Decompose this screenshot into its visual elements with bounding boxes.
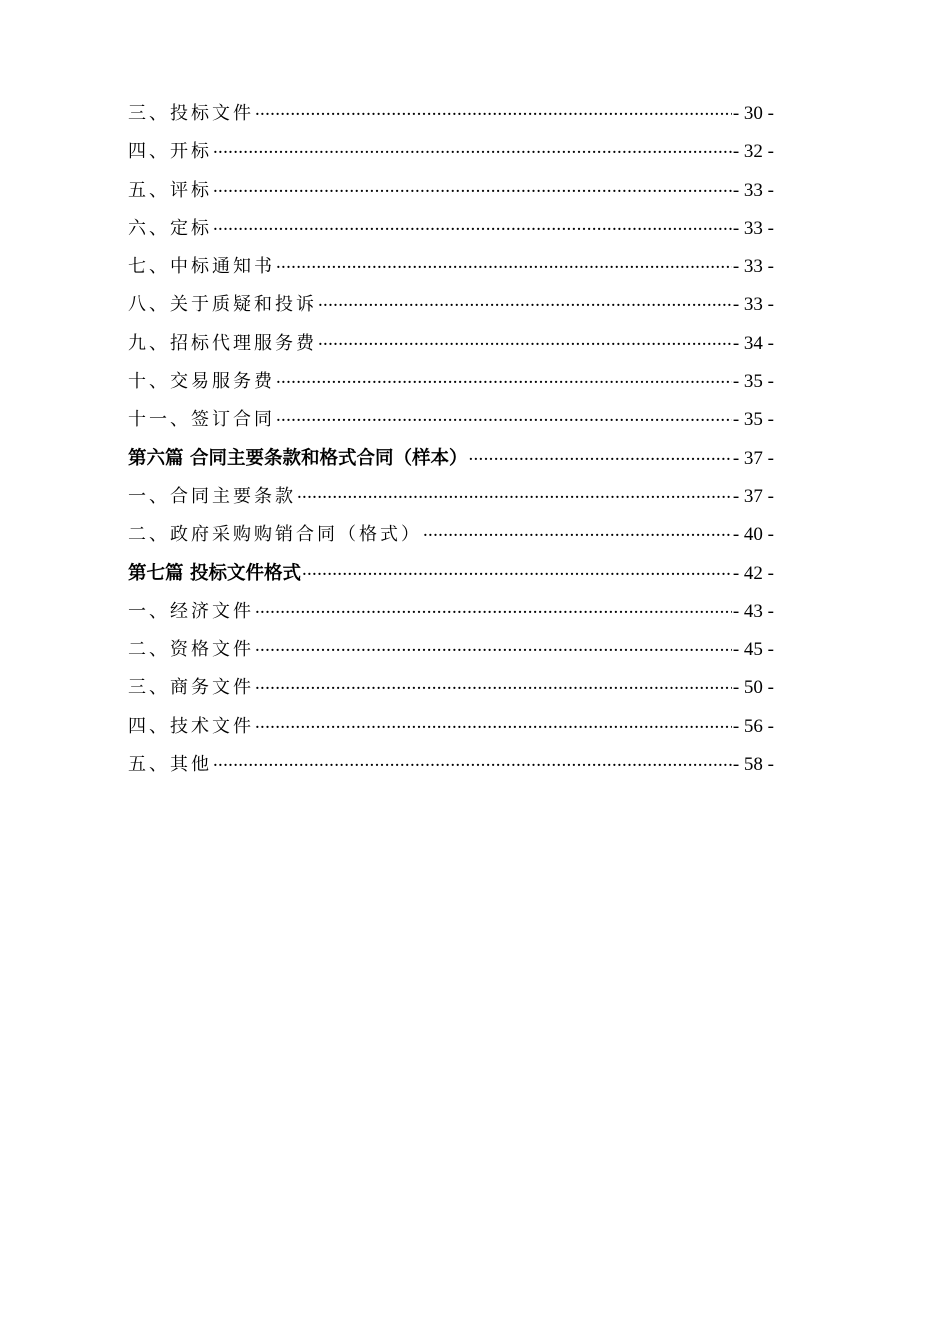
toc-page-number: - 35 -	[732, 409, 774, 431]
toc-entry[interactable]	[128, 669, 774, 707]
toc-page-number: - 35 -	[732, 371, 774, 393]
toc-dot-leader	[276, 368, 732, 387]
toc-dot-leader	[468, 445, 731, 464]
toc-page-number: - 37 -	[732, 447, 774, 469]
toc-page-number: - 33 -	[732, 294, 774, 316]
toc-entry-label: 十、交易服务费	[128, 371, 275, 393]
toc-entry-label: 第六篇 合同主要条款和格式合同（样本）	[128, 447, 468, 469]
toc-entry-label: 一、合同主要条款	[128, 485, 296, 507]
toc-page-number: - 43 -	[732, 600, 774, 622]
toc-dot-leader	[276, 253, 732, 272]
toc-dot-leader	[297, 483, 732, 502]
toc-page-number: - 33 -	[732, 217, 774, 239]
toc-entry[interactable]	[128, 746, 774, 784]
toc-entry-label: 二、政府采购购销合同（格式）	[128, 524, 422, 546]
toc-entry-label: 四、开标	[128, 141, 212, 163]
toc-entry-label: 一、经济文件	[128, 600, 254, 622]
toc-entry[interactable]	[128, 172, 774, 210]
toc-page-number: - 58 -	[732, 754, 774, 776]
toc-entry-label: 九、招标代理服务费	[128, 332, 317, 354]
toc-page-number: - 50 -	[732, 677, 774, 699]
toc-entry-label: 三、商务文件	[128, 677, 254, 699]
toc-section-heading[interactable]	[128, 555, 774, 593]
toc-dot-leader	[318, 330, 732, 349]
toc-entry[interactable]	[128, 286, 774, 324]
toc-dot-leader	[213, 177, 732, 196]
toc-entry-label: 五、其他	[128, 754, 212, 776]
toc-entry-label: 四、技术文件	[128, 715, 254, 737]
toc-entry[interactable]	[128, 210, 774, 248]
toc-page-number: - 34 -	[732, 332, 774, 354]
toc-page-number: - 56 -	[732, 715, 774, 737]
toc-entry[interactable]	[128, 478, 774, 516]
toc-page-number: - 30 -	[732, 103, 774, 124]
toc-entry-label: 第七篇 投标文件格式	[128, 562, 301, 584]
toc-dot-leader	[255, 674, 732, 693]
toc-dot-leader	[318, 291, 732, 310]
toc-dot-leader	[255, 100, 732, 119]
toc-dot-leader	[255, 598, 732, 617]
toc-dot-leader	[213, 215, 732, 234]
toc-entry-label: 八、关于质疑和投诉	[128, 294, 317, 316]
toc-dot-leader	[213, 138, 732, 157]
toc-entry[interactable]	[128, 325, 774, 363]
toc-entry-label: 六、定标	[128, 217, 212, 239]
toc-page-number: - 33 -	[732, 179, 774, 201]
toc-page-number: - 37 -	[732, 485, 774, 507]
toc-dot-leader	[213, 751, 732, 770]
toc-entry[interactable]	[128, 401, 774, 439]
toc-entry[interactable]	[128, 133, 774, 171]
toc-entry-label: 三、投标文件	[128, 103, 254, 124]
table-of-contents	[128, 95, 774, 784]
toc-page-number: - 40 -	[732, 524, 774, 546]
toc-entry-label: 二、资格文件	[128, 639, 254, 661]
toc-page-number: - 45 -	[732, 639, 774, 661]
toc-section-heading[interactable]	[128, 440, 774, 478]
toc-dot-leader	[276, 406, 732, 425]
toc-dot-leader	[302, 560, 732, 579]
toc-dot-leader	[423, 521, 732, 540]
toc-page-number: - 32 -	[732, 141, 774, 163]
toc-entry[interactable]	[128, 516, 774, 554]
toc-entry[interactable]	[128, 708, 774, 746]
toc-entry-label: 五、评标	[128, 179, 212, 201]
toc-page-number: - 42 -	[732, 562, 774, 584]
toc-entry[interactable]	[128, 593, 774, 631]
toc-page-number: - 33 -	[732, 256, 774, 278]
toc-entry[interactable]	[128, 631, 774, 669]
toc-entry[interactable]	[128, 95, 774, 133]
toc-entry-label: 七、中标通知书	[128, 256, 275, 278]
toc-entry[interactable]	[128, 248, 774, 286]
toc-entry[interactable]	[128, 363, 774, 401]
toc-dot-leader	[255, 636, 732, 655]
toc-entry-label: 十一、签订合同	[128, 409, 275, 431]
toc-dot-leader	[255, 713, 732, 732]
